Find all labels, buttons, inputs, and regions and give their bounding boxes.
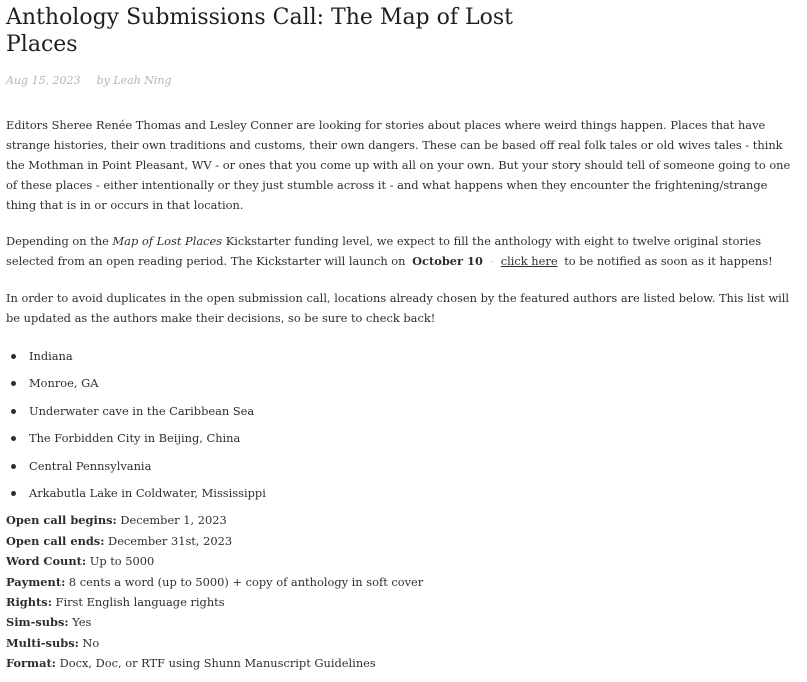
detail-value: Up to 5000 [86,554,155,569]
bullet-icon [11,381,16,386]
post-date: Aug 15, 2023 [6,74,81,87]
intro-paragraph: Editors Sheree Renée Thomas and Lesley Conner are looking for stories about places where weird things happen. Places that have strange histories, their own traditions and customs, their own dangers. These can be based off real folk tales or old wives tales - think the Mothman in Point Pleasant, WV - or ones that you come up with all on your own. But your story should tell of someone going to one of these places - either intentionally or they just stumble across it - and what happens when they encounter the frightening/strange thing that is in or occurs in that location. [6,118,791,212]
detail-row-payment [6,572,798,592]
detail-value: First English language rights [51,594,225,609]
location-text: Arkabutla Lake in Coldwater, Mississippi [29,485,266,500]
detail-row-sim-subs [6,612,798,632]
detail-value: Yes [68,615,92,630]
locations-list [6,346,798,503]
detail-row-rights [6,592,798,612]
location-text: Underwater cave in the Caribbean Sea [29,403,255,418]
bullet-icon [11,464,16,469]
post-meta [6,74,172,88]
post-author[interactable]: by Leah Ning [96,74,172,87]
list-item [29,428,798,448]
detail-label: Payment: [6,574,66,589]
location-text: Indiana [29,349,73,363]
detail-value: Docx, Doc, or RTF using Shunn Manuscript Guidelines [55,656,376,671]
funding-text-middle: Kickstarter funding level, we expect to fill the anthology with eight to twelve original stories selected from an open reading period. The Kickstarter will launch on [6,234,762,268]
detail-row-format [6,653,798,673]
article-body [6,115,798,674]
location-text: Monroe, GA [29,376,99,391]
bullet-icon [11,436,16,441]
funding-text-after: to be notified as soon as it happens! [564,254,773,268]
page-title: Anthology Submissions Call: The Map of Lost Places [6,5,513,57]
detail-row-open-call-begins [6,510,798,530]
detail-value: December 1, 2023 [116,513,227,528]
duplicates-paragraph: In order to avoid duplicates in the open submission call, locations already chosen by the featured authors are listed below. This list will be updated as the authors make their decisions, so be sure to check back! [6,291,789,325]
launch-date: October 10 [412,254,483,268]
funding-paragraph [6,231,798,271]
list-item [29,456,798,476]
detail-row-open-call-ends [6,531,798,551]
location-text: Central Pennsylvania [29,458,152,473]
detail-value: December 31st, 2023 [104,533,233,548]
list-item [29,373,798,393]
bullet-icon [11,491,16,496]
notify-link[interactable]: click here [500,254,558,268]
detail-row-word-count [6,551,798,571]
book-title: Map of Lost Places [112,234,223,248]
detail-label: Multi-subs: [6,635,79,650]
location-text: The Forbidden City in Beijing, China [29,431,241,446]
detail-label: Open call begins: [6,513,117,528]
list-item [29,401,798,421]
funding-text-before: Depending on the [6,234,113,248]
detail-label: Sim-subs: [6,615,69,630]
list-item [29,483,798,503]
separator: - [489,254,494,268]
detail-value: 8 cents a word (up to 5000) + copy of anthology in soft cover [65,574,424,589]
detail-row-multi-subs [6,633,798,653]
list-item [29,346,798,366]
detail-label: Rights: [6,594,52,609]
detail-value: No [78,635,100,650]
detail-label: Format: [6,656,56,671]
submission-details [6,510,798,673]
bullet-icon [11,409,16,414]
detail-label: Open call ends: [6,533,105,548]
detail-label: Word Count: [6,554,87,569]
bullet-icon [11,354,16,359]
